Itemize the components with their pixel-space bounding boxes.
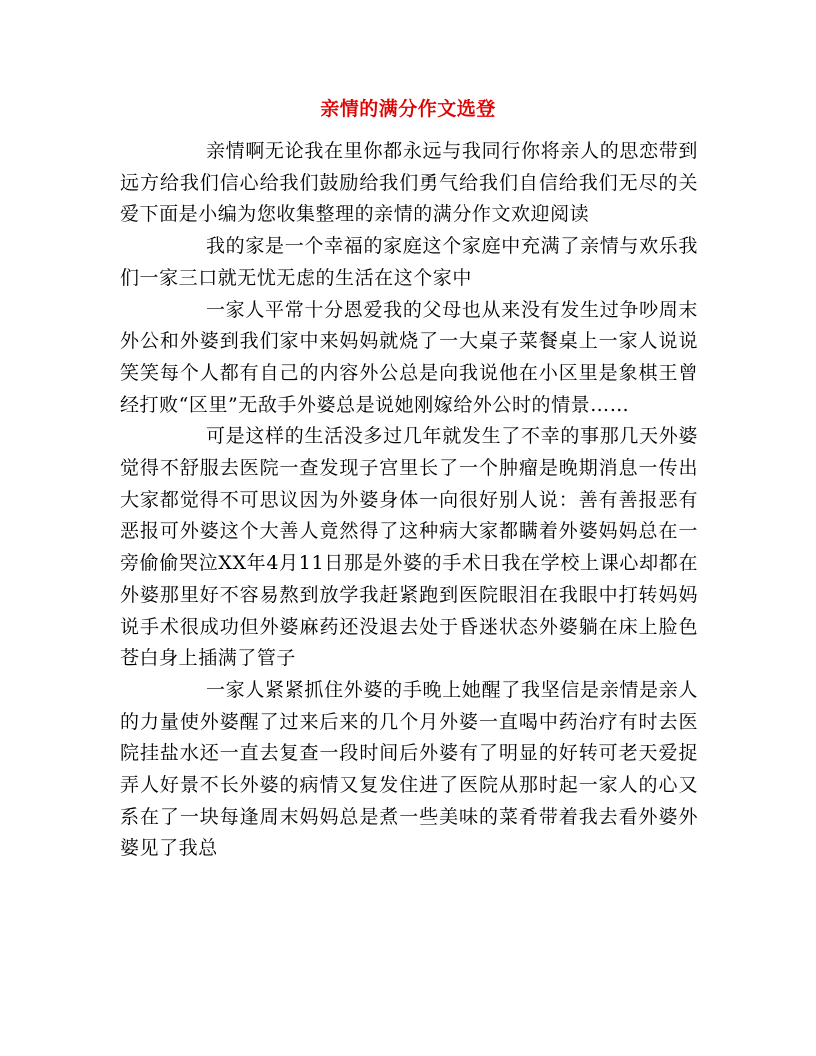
document-title: 亲情的满分作文选登 [320, 98, 496, 120]
paragraph-recovery: 一家人紧紧抓住外婆的手晚上她醒了我坚信是亲情是亲人的力量使外婆醒了过来后来的几个月外婆一直喝中药治疗有时去医院挂盐水还一直去复查一段时间后外婆有了明显的好转可老天爱捉弄人好景不长外婆的病情又复发住进了医院从那时起一家人的心又系在了一块每逢周末妈妈总是煮一些美味的菜肴带着我去看外婆外婆见了我总 [120, 678, 698, 860]
paragraph-family: 我的家是一个幸福的家庭这个家庭中充满了亲情与欢乐我们一家三口就无忧无虑的生活在这个家中 [120, 235, 698, 289]
document-body [120, 136, 698, 865]
paragraph-happy-times: 一家人平常十分恩爱我的父母也从来没有发生过争吵周末外公和外婆到我们家中来妈妈就烧了一大桌子菜餐桌上一家人说说笑笑每个人都有自己的内容外公总是向我说他在小区里是象棋王曾经打败“区里”无敌手外婆总是说她刚嫁给外公时的情景…… [120, 298, 698, 416]
paragraph-intro: 亲情啊无论我在里你都永远与我同行你将亲人的思恋带到远方给我们信心给我们鼓励给我们勇气给我们自信给我们无尽的关爱下面是小编为您收集整理的亲情的满分作文欢迎阅读 [120, 140, 698, 226]
paragraph-illness: 可是这样的生活没多过几年就发生了不幸的事那几天外婆觉得不舒服去医院一查发现子宫里长了一个肿瘤是晚期消息一传出大家都觉得不可思议因为外婆身体一向很好别人说：善有善报恶有恶报可外婆这个大善人竟然得了这种病大家都瞒着外婆妈妈总在一旁偷偷哭泣XX年4月11日那是外婆的手术日我在学校上课心却都在外婆那里好不容易熬到放学我赶紧跑到医院眼泪在我眼中打转妈妈说手术很成功但外婆麻药还没退去处于昏迷状态外婆躺在床上脸色苍白身上插满了管子 [120, 425, 698, 670]
